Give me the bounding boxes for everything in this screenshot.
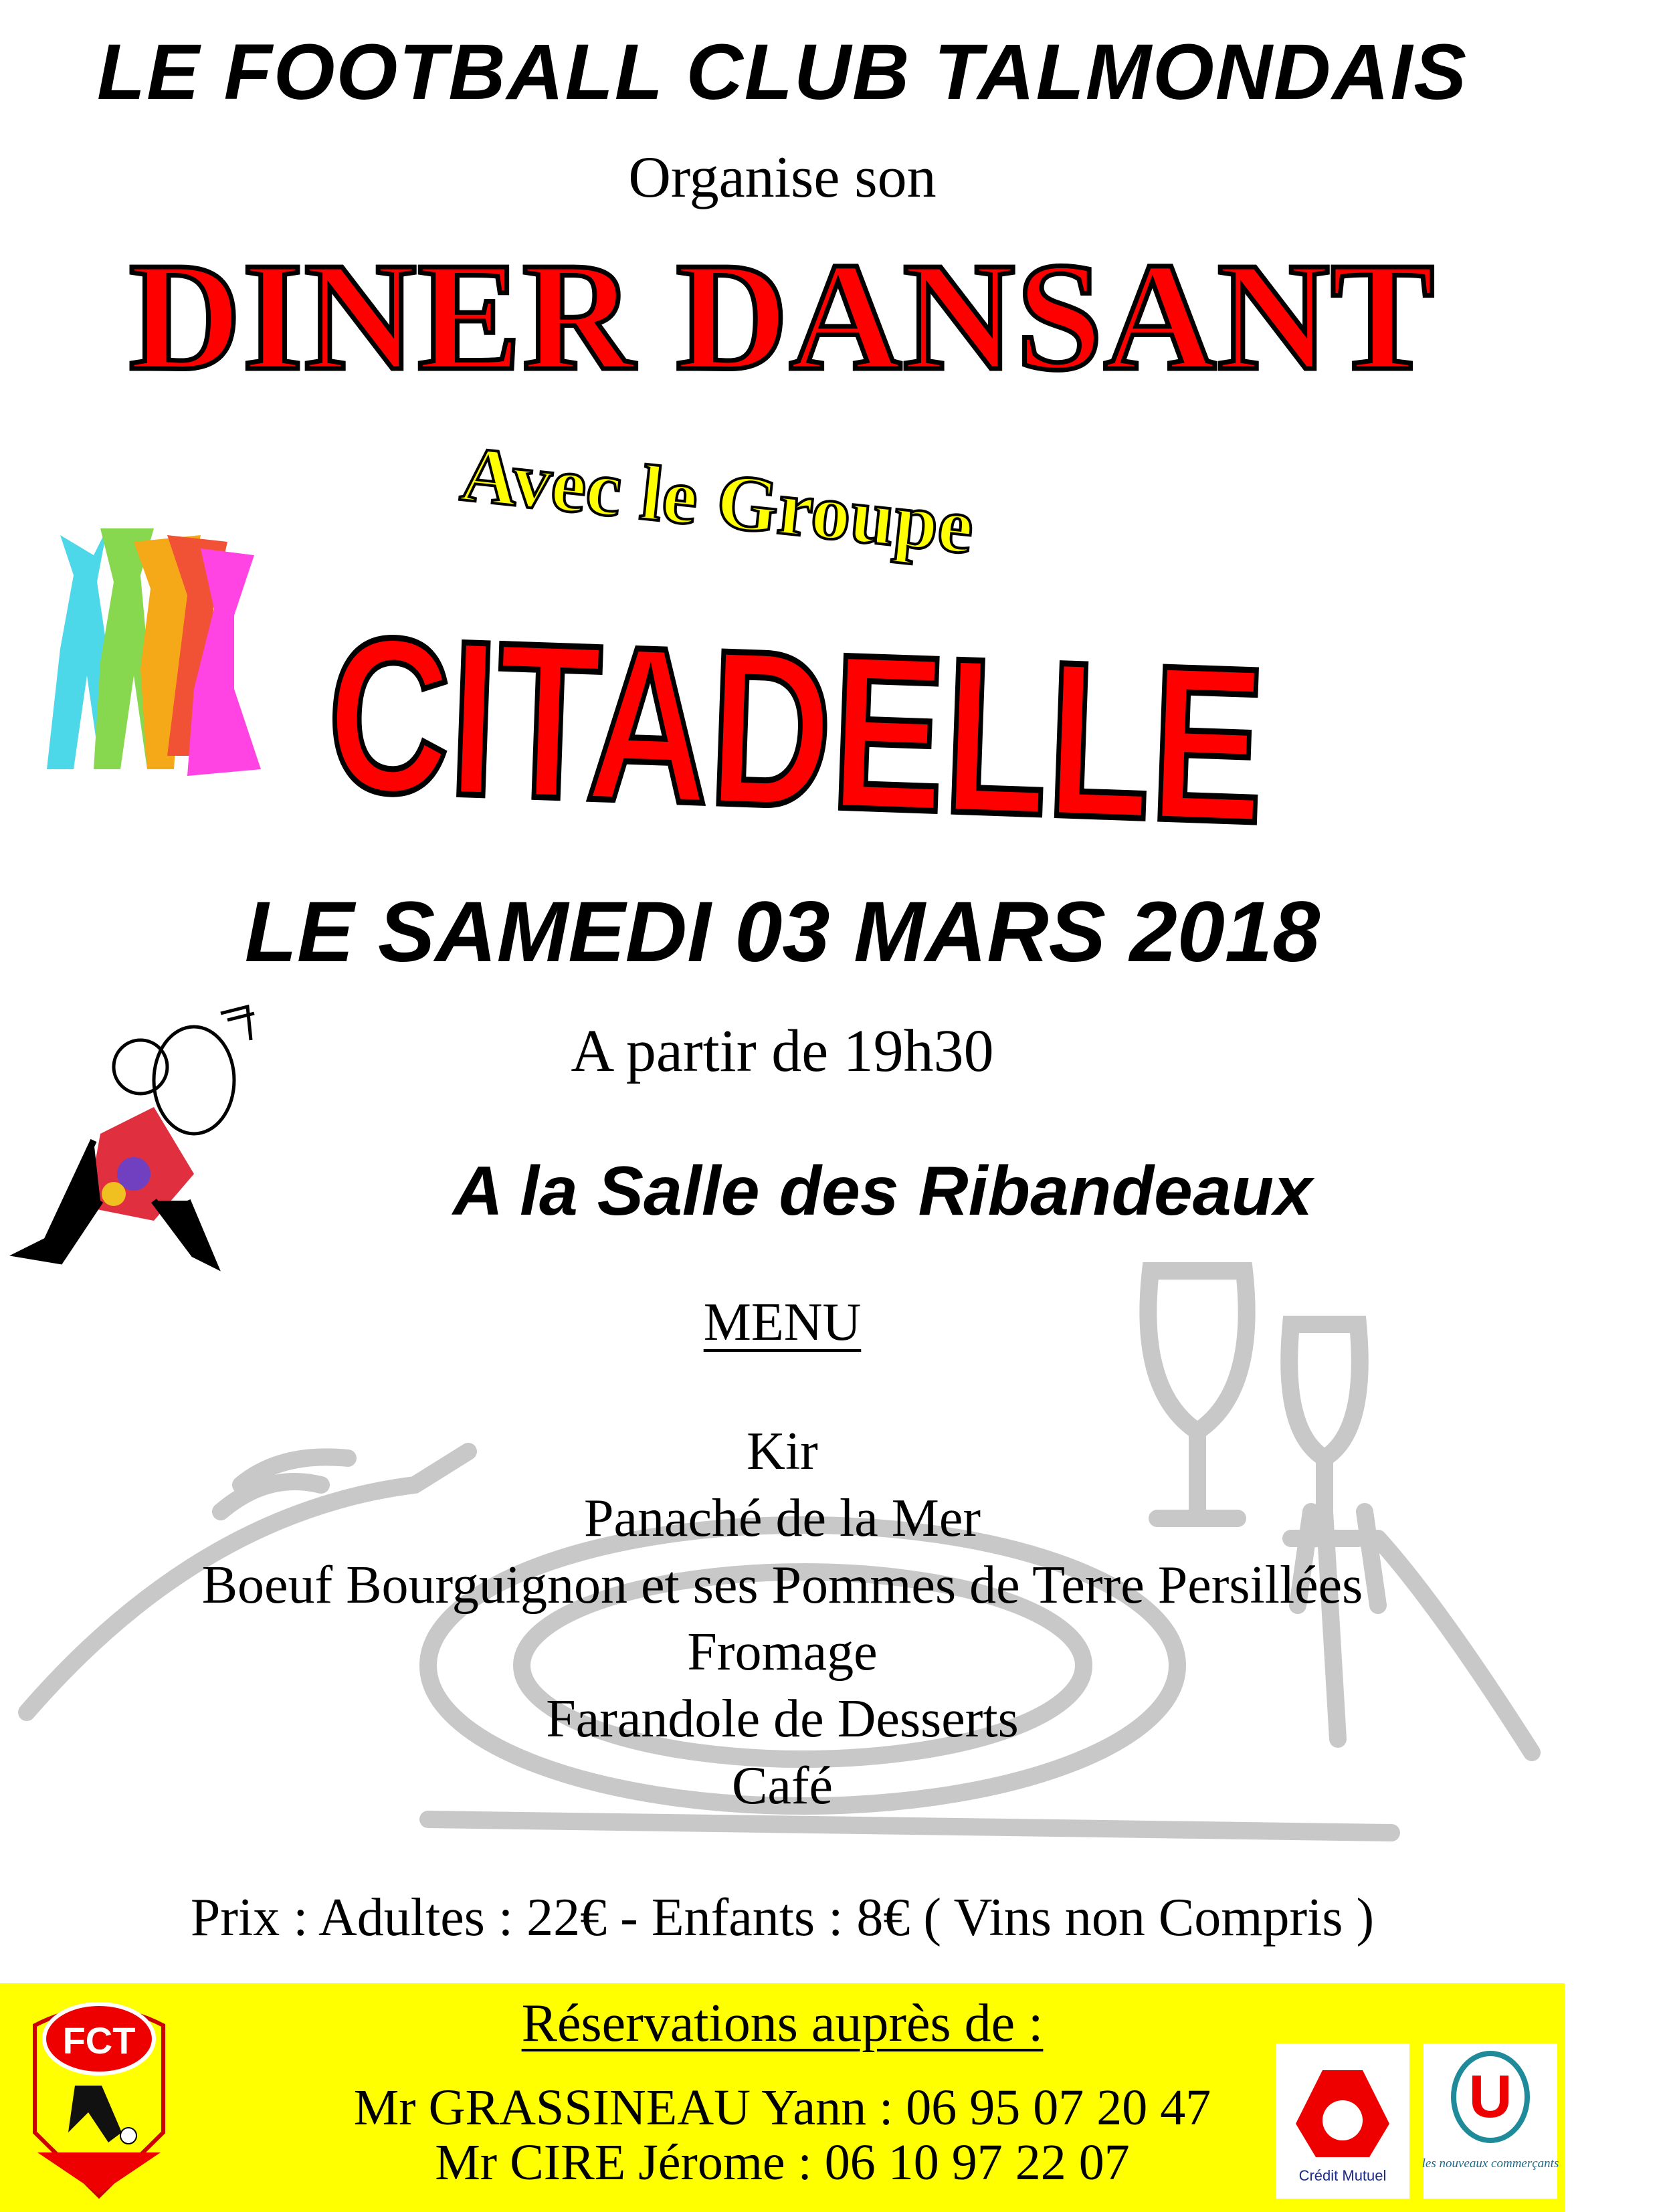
price-text: Prix : Adultes : 22€ - Enfants : 8€ ( Vins non Compris ) bbox=[190, 1888, 1375, 1947]
club-title: LE FOOTBALL CLUB TALMONDAIS bbox=[97, 28, 1468, 116]
sponsor-super-u bbox=[1424, 2043, 1557, 2199]
club-logo bbox=[28, 1999, 170, 2199]
band-name-graphic bbox=[314, 589, 1554, 880]
band-name: CITADELLE bbox=[323, 589, 1554, 880]
contact-2: Mr CIRE Jérome : 06 10 97 22 07 bbox=[435, 2134, 1130, 2191]
avec-groupe-text: Avec le Groupe bbox=[457, 429, 978, 571]
club-logo-text: FCT bbox=[62, 2019, 136, 2062]
event-date: LE SAMEDI 03 MARS 2018 bbox=[244, 884, 1320, 980]
dancers-illustration bbox=[33, 515, 274, 789]
sponsor-u-subtext: les nouveaux commerçants bbox=[1422, 2156, 1559, 2171]
contact-1: Mr GRASSINEAU Yann : 06 95 07 20 47 bbox=[353, 2080, 1211, 2136]
event-venue: A la Salle des Ribandeaux bbox=[452, 1152, 1313, 1230]
menu-item: Panaché de la Mer bbox=[583, 1489, 981, 1548]
organise-text: Organise son bbox=[628, 145, 937, 210]
sponsor-u-text: U bbox=[1468, 2064, 1512, 2130]
menu-title: MENU bbox=[703, 1293, 862, 1352]
reservation-title: Réservations auprès de : bbox=[521, 1994, 1044, 2053]
menu-item: Farandole de Desserts bbox=[546, 1690, 1019, 1748]
menu-item: Kir bbox=[747, 1422, 818, 1481]
event-time: A partir de 19h30 bbox=[571, 1018, 994, 1084]
menu-item: Boeuf Bourguignon et ses Pommes de Terre Persillées bbox=[201, 1556, 1363, 1615]
menu-item: Café bbox=[731, 1756, 833, 1815]
event-title: DINER DANSANT bbox=[128, 231, 1436, 403]
sponsor-credit-mutuel-text: Crédit Mutuel bbox=[1298, 2167, 1387, 2184]
menu-list bbox=[0, 1418, 1565, 1819]
sponsor-credit-mutuel bbox=[1276, 2043, 1409, 2199]
menu-item: Fromage bbox=[687, 1623, 878, 1682]
